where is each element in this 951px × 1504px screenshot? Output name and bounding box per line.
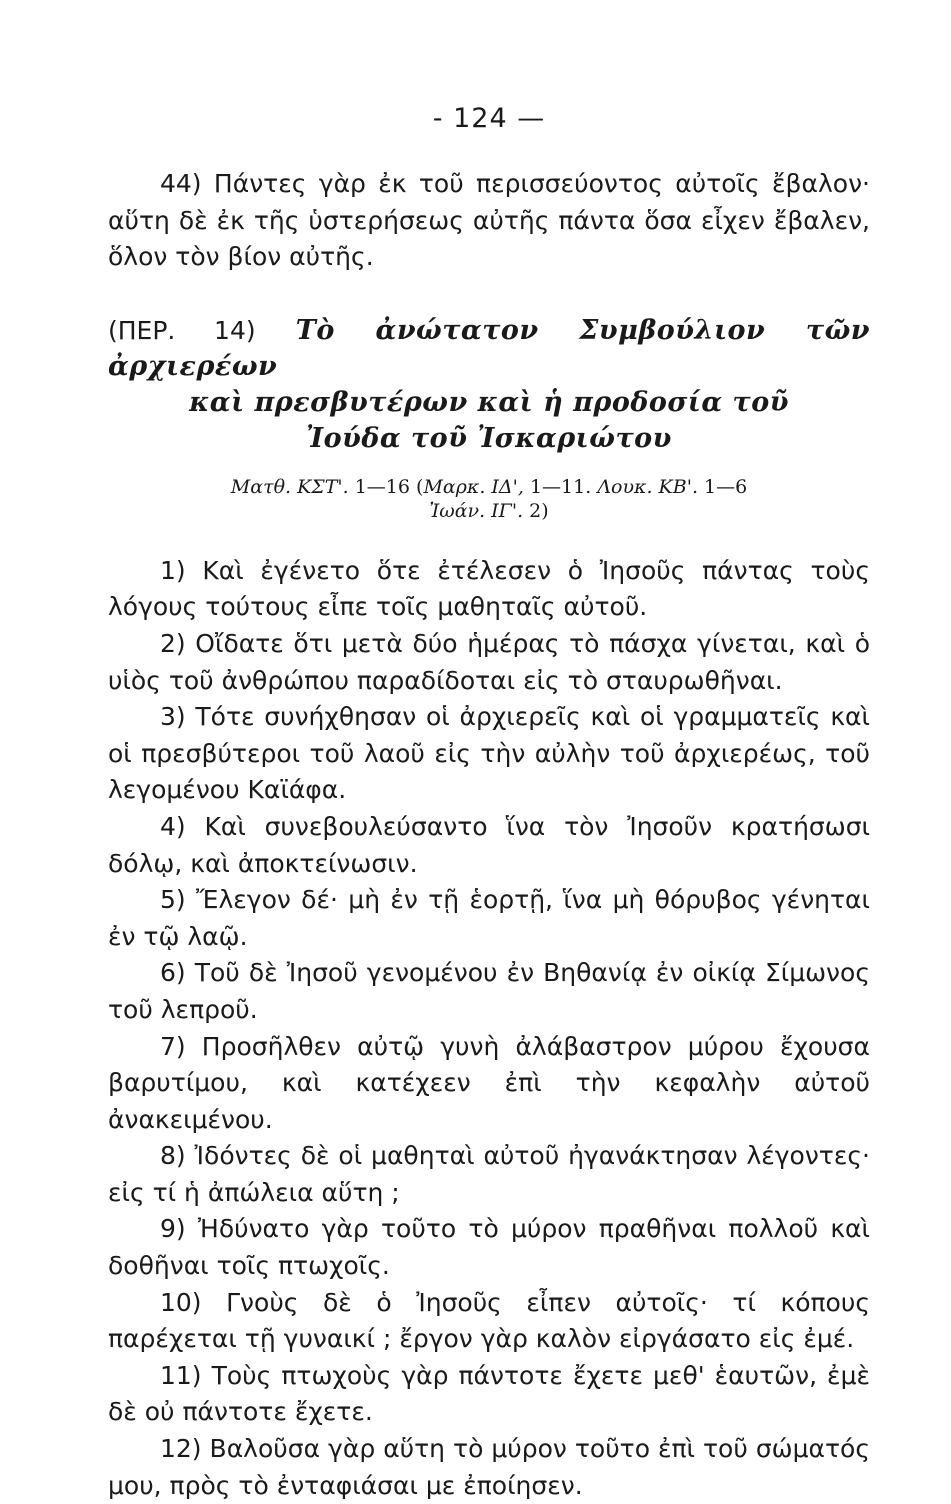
ref-luke-book: Λουκ. ΚΒ'. [597,475,698,498]
ref-luke-range: 1—6 [697,475,748,498]
section-title-part-3: Ἰούδα τοῦ Ἰσκαριώτου [306,422,672,454]
gospel-references [108,475,870,523]
heading-line-1 [108,313,870,385]
references-line-2 [108,499,870,523]
verse: 4) Καὶ συνεβουλεύσαντο ἵνα τὸν Ἰησοῦν κρατήσωσι δόλῳ, καὶ ἀποκτείνωσιν. [108,811,870,878]
verse: 9) Ἠδύνατο γὰρ τοῦτο τὸ μύρον πραθῆναι πολλοῦ καὶ δοθῆναι τοῖς πτωχοῖς. [108,1214,870,1281]
verse: 7) Προσῆλθεν αὐτῷ γυνὴ ἀλάβαστρον μύρου ἔχουσα βαρυτίμου, καὶ κατέχεεν ἐπὶ τὴν κεφαλὴν αὐτοῦ ἀνακειμένου. [108,1031,870,1134]
section-title-part-1: Τὸ ἀνώτατον Συμβούλιον τῶν ἀρχιερέων [108,314,871,382]
intro-verse: 44) Πάντες γὰρ ἐκ τοῦ περισσεύοντος αὐτοῖς ἔβαλον· αὕτη δὲ ἐκ τῆς ὑστερήσεως αὐτῆς πάντα ὅσα εἶχεν ἔβαλεν, ὅλον τὸν βίον αὐτῆς. [108,169,870,272]
verse: 6) Τοῦ δὲ Ἰησοῦ γενομένου ἐν Βηθανίᾳ ἐν οἰκίᾳ Σίμωνος τοῦ λεπροῦ. [108,958,870,1024]
verse: 10) Γνοὺς δὲ ὁ Ἰησοῦς εἶπεν αὐτοῖς· τί κόπους παρέχεται τῇ γυναικί ; ἔργον γὰρ καλὸν εἰργάσατο εἰς ἐμέ. [108,1287,870,1354]
verse: 2) Οἴδατε ὅτι μετὰ δύο ἡμέρας τὸ πάσχα γίνεται, καὶ ὁ υἱὸς τοῦ ἀνθρώπου παραδίδοται εἰς τὸ σταυρωθῆναι. [108,628,870,695]
ref-john-range: 2) [523,499,549,522]
ref-john-book: Ἰωάν. ΙΓ'. [429,499,524,522]
verses-list [108,553,870,1504]
verse: 12) Βαλοῦσα γὰρ αὕτη τὸ μύρον τοῦτο ἐπὶ τοῦ σώματός μου, πρὸς τὸ ἐνταφιάσαι με ἐποίησεν. [108,1434,870,1500]
page-number: - 124 — [432,103,546,134]
ref-mark-book: Μαρκ. ΙΔ', [423,475,524,498]
verse: 11) Τοὺς πτωχοὺς γὰρ πάντοτε ἔχετε μεθ' ἑαυτῶν, ἐμὲ δὲ οὐ πάντοτε ἔχετε. [108,1360,870,1427]
section-title-part-2: καὶ πρεσβυτέρων καὶ ἡ προδοσία τοῦ [189,386,789,418]
verse: 8) Ἰδόντες δὲ οἱ μαθηταὶ αὐτοῦ ἠγανάκτησαν λέγοντες· εἰς τί ἡ ἀπώλεια αὕτη ; [108,1141,870,1207]
section-heading [108,313,870,457]
section-label: (ΠΕΡ. 14) [108,315,256,345]
verse: 1) Καὶ ἐγένετο ὅτε ἐτέλεσεν ὁ Ἰησοῦς πάντας τοὺς λόγους τούτους εἶπε τοῖς μαθηταῖς αὐτοῦ. [108,555,870,622]
ref-mark-range: 1—11. [523,475,598,498]
book-page [108,96,870,1504]
references-line-1 [108,475,870,499]
ref-matthew-range: 1—16 ( [348,475,424,498]
ref-matthew-book: Ματθ. ΚΣΤ'. [230,475,349,498]
verse: 3) Τότε συνήχθησαν οἱ ἀρχιερεῖς καὶ οἱ γραμματεῖς καὶ οἱ πρεσβύτεροι τοῦ λαοῦ εἰς τὴν αὐλὴν τοῦ ἀρχιερέως, τοῦ λεγομένου Καϊάφα. [108,702,870,805]
verse: 5) Ἔλεγον δέ· μὴ ἐν τῇ ἑορτῇ, ἵνα μὴ θόρυβος γένηται ἐν τῷ λαῷ. [108,885,870,951]
